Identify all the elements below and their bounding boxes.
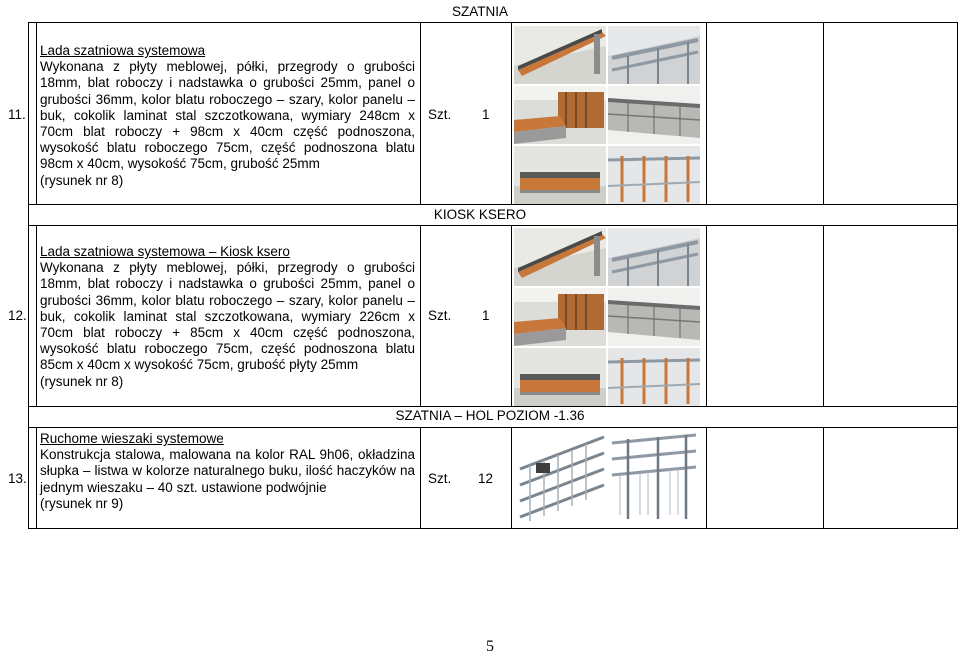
item-description: [40, 244, 415, 390]
col-separator: [706, 225, 707, 407]
row-number: 13.: [8, 471, 27, 486]
col-separator: [511, 427, 512, 529]
row-separator: [28, 204, 958, 205]
col-separator: [706, 22, 707, 205]
item-description: [40, 43, 415, 189]
col-separator: [823, 22, 824, 205]
shelf-photo-middle: [608, 86, 700, 144]
counter-photo-middle: [514, 86, 606, 144]
row-separator: [28, 427, 958, 428]
hanger-rail-photo-left: [514, 429, 606, 525]
hanger-stand-photo-right: [608, 429, 700, 525]
drawing-reference: (rysunek nr 9): [40, 495, 124, 511]
unit: Szt.: [428, 107, 452, 122]
col-separator: [511, 22, 512, 205]
quantity: 1: [482, 308, 490, 323]
hanger-photo-bottom: [608, 348, 700, 406]
section-title-kiosk-ksero: KIOSK KSERO: [433, 207, 527, 222]
counter-photo-middle: [514, 288, 606, 346]
row-number: 11.: [8, 107, 26, 122]
col-separator: [823, 225, 824, 407]
counter-photo-bottom: [514, 146, 606, 204]
drawing-reference: (rysunek nr 8): [40, 172, 124, 188]
row-number: 12.: [8, 308, 27, 323]
col-separator: [823, 427, 824, 529]
table-border-right: [957, 22, 958, 529]
row-separator: [28, 406, 958, 407]
counter-photo-top: [514, 26, 606, 84]
hanger-photo-top: [608, 26, 700, 84]
item-body: Wykonana z płyty meblowej, półki, przegrody o grubości 18mm, blat roboczy i nadstawka o grubości 25mm, panel o grubości 36mm, kolor blatu roboczego – szary, kolor panelu – buk, cokolik laminat stal szczotkowana, wymiary 248cm x 70cm blat roboczy + 98cm x 40cm część podnoszona, wysokość blatu roboczego 75cm, część podnoszona blatu 98cm x 40cm, wysokość 75cm, grubość 25mm: [40, 59, 415, 172]
hanger-photo-top: [608, 228, 700, 286]
col-separator: [36, 427, 37, 529]
col-separator: [511, 225, 512, 407]
col-separator: [420, 427, 421, 529]
col-separator: [420, 225, 421, 407]
shelf-photo-middle: [608, 288, 700, 346]
section-title-szatnia-hol: SZATNIA – HOL POZIOM -1.36: [395, 408, 585, 423]
item-title: Ruchome wieszaki systemowe: [40, 431, 224, 446]
item-title: Lada szatniowa systemowa – Kiosk ksero: [40, 244, 290, 259]
table-border-top: [28, 22, 958, 23]
quantity: 1: [482, 107, 490, 122]
page-number: 5: [486, 638, 494, 655]
unit: Szt.: [428, 471, 452, 486]
unit: Szt.: [428, 308, 452, 323]
table-border-left: [28, 22, 29, 529]
col-separator: [36, 225, 37, 407]
row-separator: [28, 225, 958, 226]
col-separator: [706, 427, 707, 529]
item-body: Wykonana z płyty meblowej, półki, przegrody o grubości 18mm, blat roboczy i nadstawka o grubości 25mm, panel o grubości 36mm, kolor blatu roboczego – szary, kolor panelu – buk, cokolik laminat stal szczotkowana, wymiary 226cm x 70cm blat roboczy + 85cm x 40cm część podnoszona, wysokość blatu roboczego 75cm, część podnoszona blatu 85cm x 40cm x wysokość 75cm, grubość płyty 25mm: [40, 260, 415, 373]
section-title-szatnia: SZATNIA: [451, 4, 508, 19]
counter-photo-bottom: [514, 348, 606, 406]
hanger-photo-bottom: [608, 146, 700, 204]
counter-photo-top: [514, 228, 606, 286]
item-description: [40, 431, 415, 512]
quantity: 12: [478, 471, 494, 486]
item-title: Lada szatniowa systemowa: [40, 43, 206, 58]
item-body: Konstrukcja stalowa, malowana na kolor RAL 9h06, okładzina słupka – listwa w kolorze naturalnego buku, ilość haczyków na jednym wieszaku – 40 szt. ustawione podwójnie: [40, 447, 415, 495]
col-separator: [36, 22, 37, 205]
drawing-reference: (rysunek nr 8): [40, 373, 124, 389]
col-separator: [420, 22, 421, 205]
table-border-bottom: [28, 528, 958, 529]
